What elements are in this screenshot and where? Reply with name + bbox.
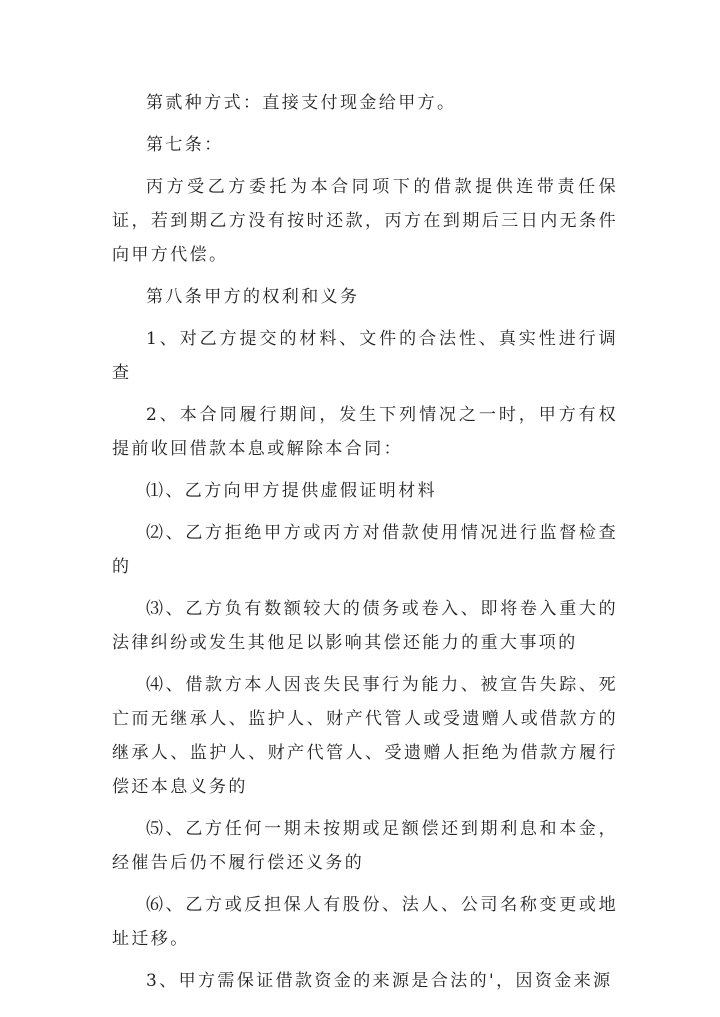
clause-3-fund-source: 3、甲方需保证借款资金的来源是合法的'，因资金来源 — [146, 971, 613, 991]
sub-clause-1: ⑴、乙方向甲方提供虚假证明材料 — [146, 481, 437, 501]
sub-clause-2: ⑵、乙方拒绝甲方或丙方对借款使用情况进行监督检查的 — [112, 523, 618, 577]
sub-clause-5: ⑸、乙方任何一期未按期或足额偿还到期利息和本金，经催告后仍不履行偿还义务的 — [112, 819, 618, 873]
clause-2-early-recall: 2、本合同履行期间，发生下列情况之一时，甲方有权提前收回借款本息或解除本合同： — [112, 405, 618, 459]
clause-1-investigation: 1、对乙方提交的材料、文件的合法性、真实性进行调查 — [112, 329, 618, 383]
paragraph-guarantee: 丙方受乙方委托为本合同项下的借款提供连带责任保证，若到期乙方没有按时还款，丙方在到期后三日内无条件向甲方代偿。 — [112, 177, 618, 265]
sub-clause-6: ⑹、乙方或反担保人有股份、法人、公司名称变更或地址迁移。 — [112, 895, 618, 949]
sub-clause-3: ⑶、乙方负有数额较大的债务或卷入、即将卷入重大的法律纠纷或发生其他足以影响其偿还能力的重大事项的 — [112, 599, 618, 653]
sub-clause-4: ⑷、借款方本人因丧失民事行为能力、被宣告失踪、死亡而无继承人、监护人、财产代管人或受遗赠人或借款方的继承人、监护人、财产代管人、受遗赠人拒绝为借款方履行偿还本息义务的 — [112, 675, 618, 797]
article-8-heading: 第八条甲方的权利和义务 — [146, 287, 360, 307]
paragraph-payment-method-2: 第贰种方式：直接支付现金给甲方。 — [146, 93, 457, 113]
article-7-heading: 第七条： — [146, 135, 224, 155]
document-body — [112, 86, 618, 1006]
